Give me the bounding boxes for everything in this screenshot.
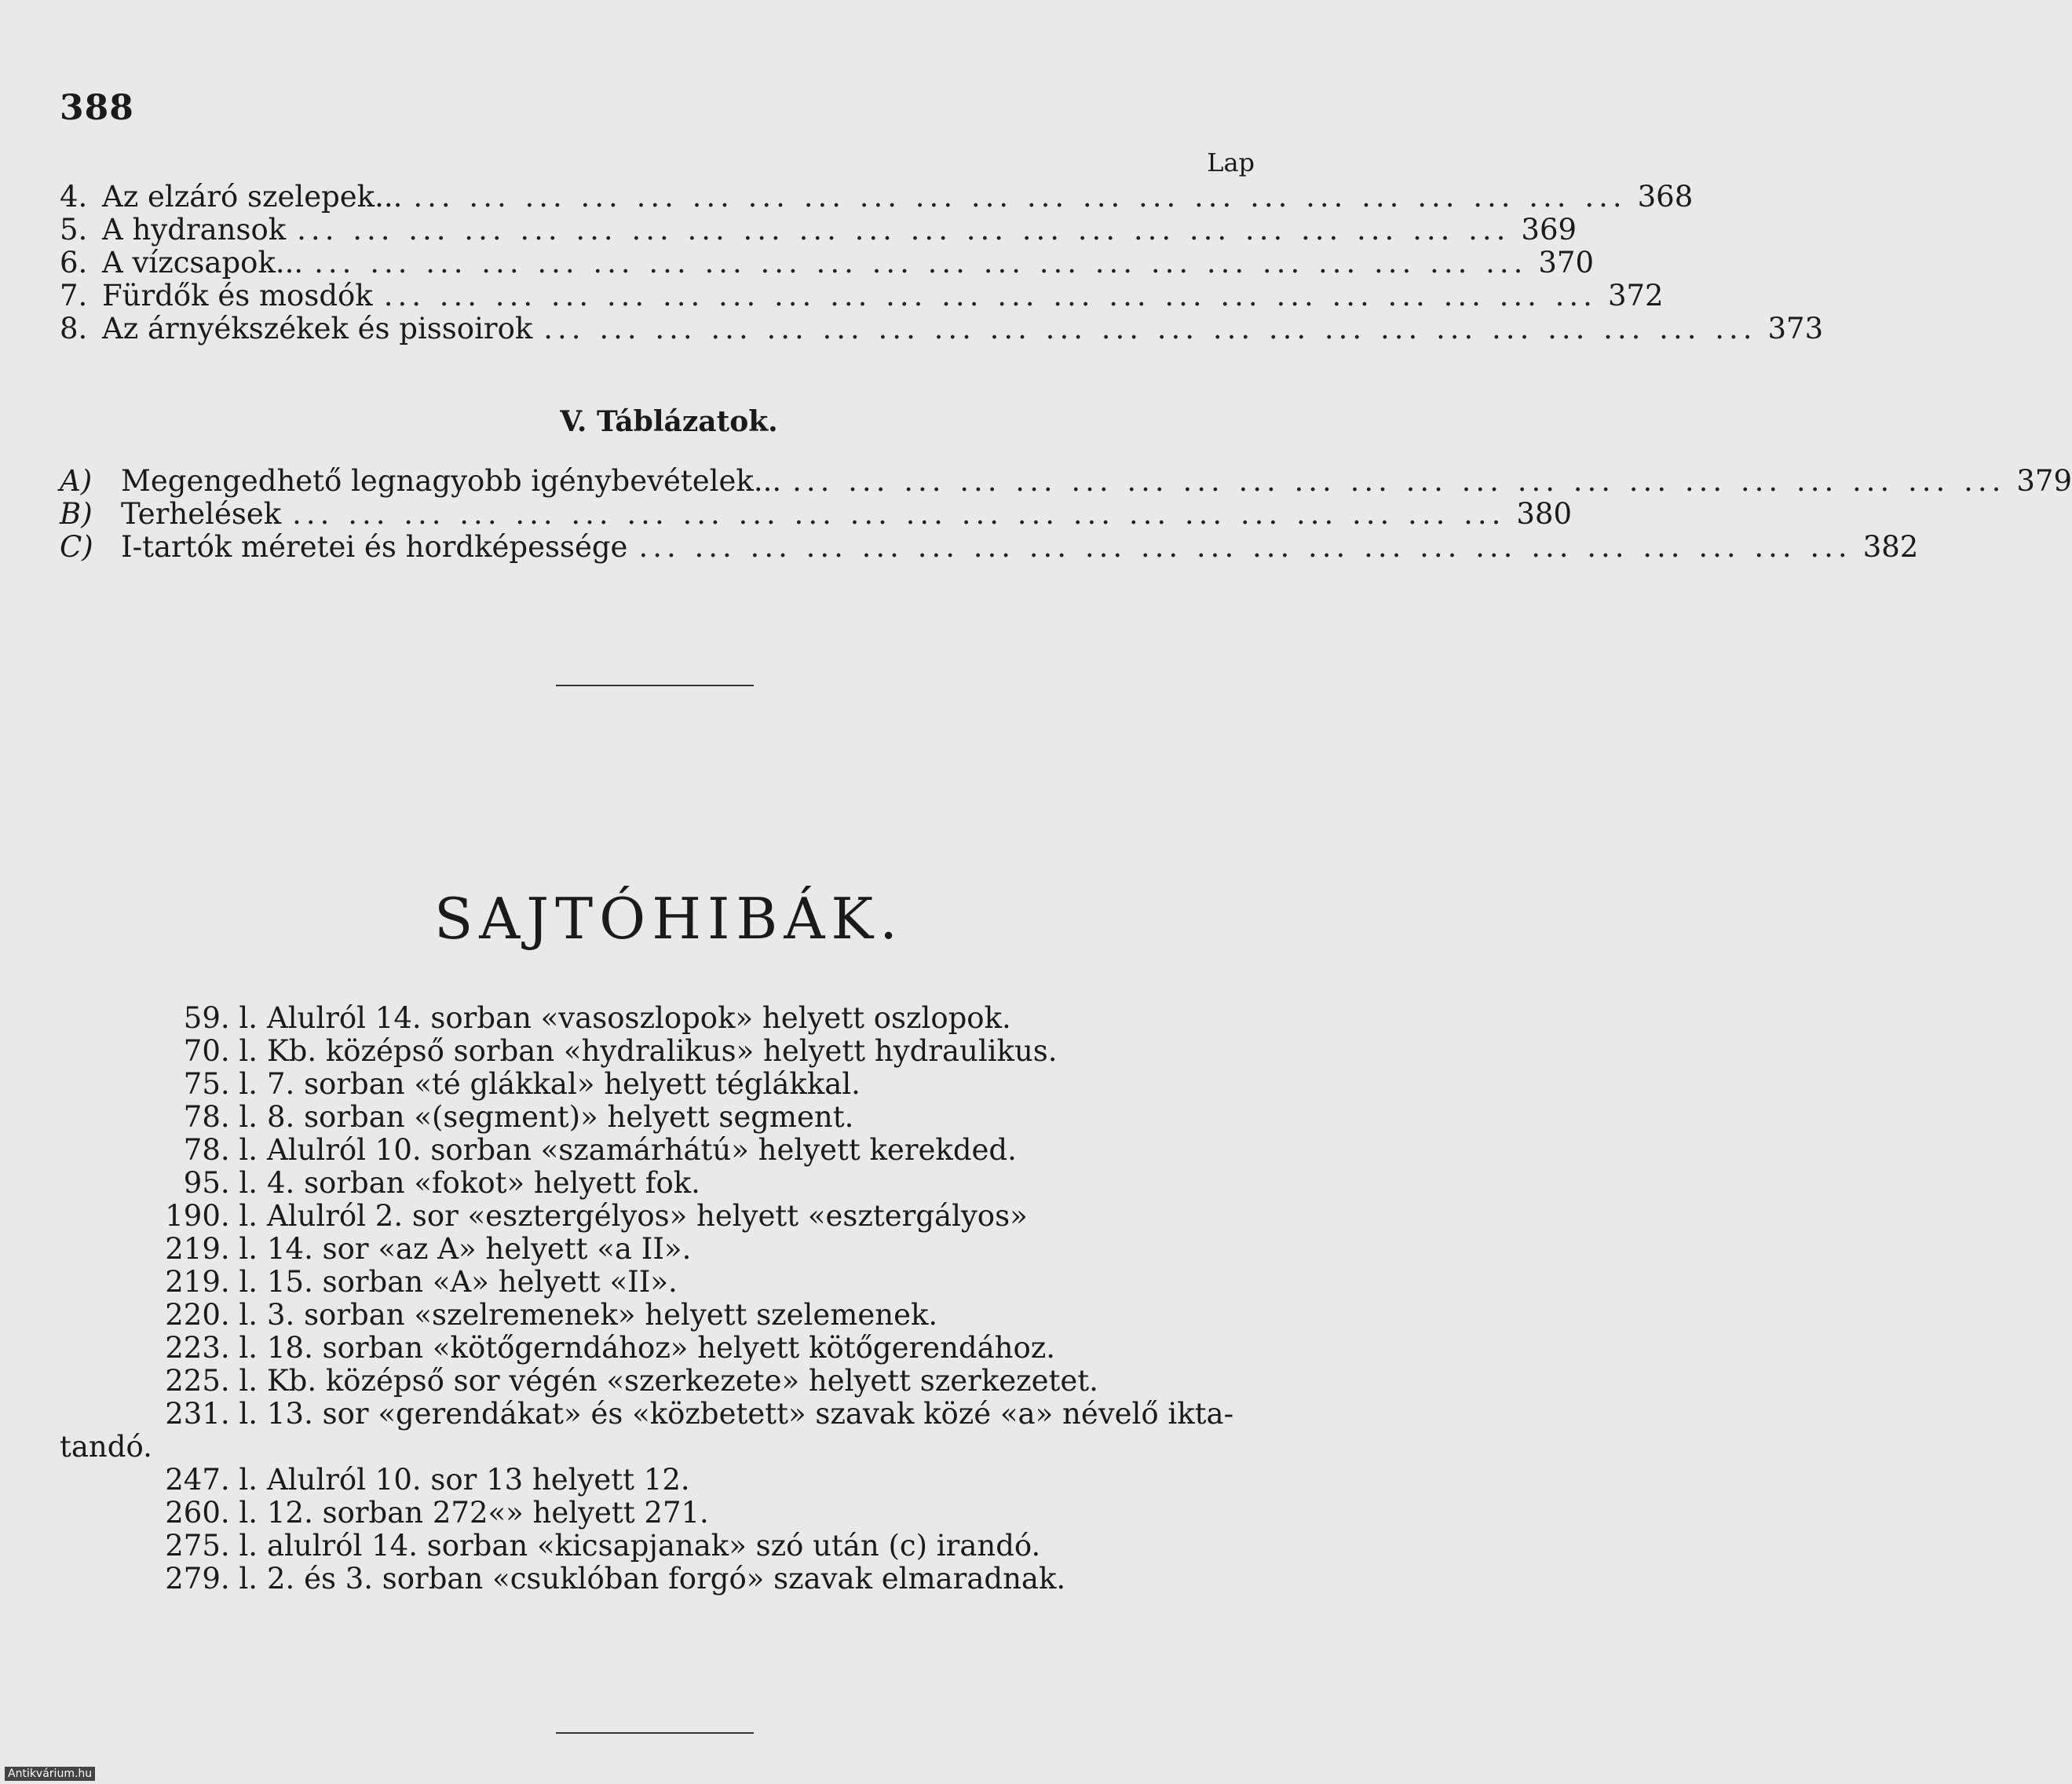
- page-number: 388: [60, 88, 134, 128]
- toc-row-number: B): [60, 497, 93, 531]
- errata-row: [60, 1101, 1277, 1134]
- errata-correction: 2. és 3. sorban «csuklóban forgó» szavak elmaradnak.: [267, 1562, 1066, 1596]
- toc-row-number: 7.: [60, 279, 88, 313]
- toc-row-number: 5.: [60, 213, 88, 247]
- toc-row-number: 4.: [60, 180, 88, 214]
- toc-row-number: 6.: [60, 246, 88, 280]
- errata-page-ref: 247. l.: [165, 1463, 258, 1497]
- errata-row: [60, 1266, 1277, 1299]
- errata-correction: 14. sor «az A» helyett «a II».: [267, 1232, 692, 1266]
- toc-list: [60, 180, 1824, 345]
- errata-correction: Alulról 10. sor 13 helyett 12.: [267, 1463, 690, 1497]
- toc-row-page: 368: [1637, 180, 1694, 214]
- errata-correction: 7. sorban «té glákkal» helyett téglákkal.: [267, 1067, 861, 1101]
- lap-column-label: Lap: [1207, 148, 1255, 177]
- errata-correction: Alulról 2. sor «esztergélyos» helyett «esztergályos»: [267, 1199, 1028, 1233]
- divider-rule: [556, 685, 754, 686]
- errata-row: [60, 1035, 1277, 1068]
- errata-page-ref: 190. l.: [165, 1199, 258, 1233]
- tables-list: [60, 464, 2072, 564]
- errata-correction: 12. sorban 272«» helyett 271.: [267, 1496, 709, 1530]
- toc-row: [60, 497, 1573, 531]
- errata-page-ref: 75. l.: [183, 1067, 258, 1101]
- toc-leader-dots: ... ... ... ... ... ... ... ... ... ... ... ... ... ... ... ... ... ... ... ... ... ...: [413, 180, 1627, 214]
- toc-row-page: 382: [1862, 530, 1919, 564]
- errata-row: [60, 1398, 1277, 1431]
- errata-row: [60, 1134, 1277, 1167]
- errata-correction: Kb. középső sor végén «szerkezete» helyett szerkezetet.: [267, 1364, 1098, 1398]
- errata-page-ref: 59. l.: [183, 1001, 258, 1035]
- toc-leader-dots: ... ... ... ... ... ... ... ... ... ... ... ... ... ... ... ... ... ... ... ... ... ...: [543, 312, 1757, 345]
- errata-correction: Alulról 14. sorban «vasoszlopok» helyett oszlopok.: [267, 1001, 1011, 1035]
- toc-row-page: 370: [1538, 246, 1595, 280]
- errata-correction: 8. sorban «(segment)» helyett segment.: [267, 1100, 854, 1134]
- toc-row-page: 379: [2016, 464, 2072, 498]
- toc-row-title: Terhelések: [121, 497, 282, 531]
- errata-row: [60, 1200, 1277, 1233]
- errata-correction: 15. sorban «A» helyett «II».: [267, 1265, 678, 1299]
- errata-row: [60, 1497, 1277, 1530]
- errata-row: [60, 1167, 1277, 1200]
- watermark: Antikvárium.hu: [5, 1767, 95, 1781]
- toc-row-number: 8.: [60, 312, 88, 345]
- toc-leader-dots: ... ... ... ... ... ... ... ... ... ... ... ... ... ... ... ... ... ... ... ... ... ...: [297, 213, 1511, 247]
- errata-correction: Alulról 10. sorban «szamárhátú» helyett kerekded.: [267, 1133, 1017, 1167]
- errata-page-ref: 225. l.: [165, 1364, 258, 1398]
- errata-page-ref: 219. l.: [165, 1232, 258, 1266]
- errata-correction: Kb. középső sorban «hydralikus» helyett hydraulikus.: [267, 1034, 1058, 1068]
- errata-row-continuation: tandó.: [60, 1430, 152, 1464]
- errata-correction: 3. sorban «szelremenek» helyett szelemenek.: [267, 1298, 938, 1332]
- toc-row: [60, 180, 1694, 214]
- errata-page-ref: 275. l.: [165, 1529, 258, 1563]
- errata-page-ref: 78. l.: [183, 1100, 258, 1134]
- errata-title: SAJTÓHIBÁK.: [433, 886, 904, 952]
- errata-row: [60, 1563, 1277, 1596]
- toc-leader-dots: ... ... ... ... ... ... ... ... ... ... ... ... ... ... ... ... ... ... ... ... ... ...: [292, 497, 1506, 531]
- errata-row: [60, 1365, 1277, 1398]
- errata-row: [60, 1002, 1277, 1035]
- toc-leader-dots: ... ... ... ... ... ... ... ... ... ... ... ... ... ... ... ... ... ... ... ... ... ...: [792, 464, 2006, 498]
- errata-page-ref: 231. l.: [165, 1397, 258, 1431]
- toc-row-page: 369: [1521, 213, 1577, 247]
- errata-correction: 13. sor «gerendákat» és «közbetett» szavak közé «a» névelő ikta-: [267, 1397, 1234, 1431]
- errata-row: [60, 1464, 1277, 1497]
- errata-row: [60, 1332, 1277, 1365]
- toc-row-number: C): [60, 530, 93, 564]
- errata-list: [60, 1002, 1277, 1596]
- toc-row: [60, 279, 1664, 313]
- errata-row: [60, 1530, 1277, 1563]
- errata-page-ref: 220. l.: [165, 1298, 258, 1332]
- toc-leader-dots: ... ... ... ... ... ... ... ... ... ... ... ... ... ... ... ... ... ... ... ... ... ...: [314, 246, 1528, 280]
- toc-row-title: Megengedhető legnagyobb igénybevételek...: [121, 464, 782, 498]
- toc-row-title: A hydransok: [102, 213, 287, 247]
- errata-page-ref: 78. l.: [183, 1133, 258, 1167]
- toc-row: [60, 312, 1824, 345]
- errata-correction: 18. sorban «kötőgerndához» helyett kötőgerendához.: [267, 1331, 1056, 1365]
- errata-page-ref: 279. l.: [165, 1562, 258, 1596]
- divider-rule-bottom: [556, 1732, 754, 1734]
- errata-page-ref: 223. l.: [165, 1331, 258, 1365]
- errata-correction: 4. sorban «fokot» helyett fok.: [267, 1166, 700, 1200]
- toc-row-title: Az árnyékszékek és pissoirok: [102, 312, 533, 345]
- toc-row-title: A vízcsapok...: [102, 246, 304, 280]
- toc-row: [60, 464, 2072, 498]
- toc-leader-dots: ... ... ... ... ... ... ... ... ... ... ... ... ... ... ... ... ... ... ... ... ... ...: [383, 279, 1597, 313]
- toc-row: [60, 246, 1595, 280]
- toc-row-title: I-tartók méretei és hordképessége: [121, 530, 628, 564]
- errata-row: [60, 1068, 1277, 1101]
- errata-page-ref: 95. l.: [183, 1166, 258, 1200]
- toc-row-number: A): [60, 464, 93, 498]
- toc-row-title: Fürdők és mosdók: [102, 279, 373, 313]
- toc-row-page: 372: [1607, 279, 1664, 313]
- errata-row: [60, 1233, 1277, 1266]
- toc-row: [60, 530, 1919, 564]
- toc-row: [60, 213, 1577, 247]
- toc-row-page: 380: [1516, 497, 1573, 531]
- errata-correction: alulról 14. sorban «kicsapjanak» szó után (c) irandó.: [267, 1529, 1041, 1563]
- errata-page-ref: 70. l.: [183, 1034, 258, 1068]
- toc-row-page: 373: [1767, 312, 1824, 345]
- section-heading: V. Táblázatok.: [560, 405, 778, 438]
- errata-row: [60, 1299, 1277, 1332]
- toc-row-title: Az elzáró szelepek...: [102, 180, 403, 214]
- errata-page-ref: 219. l.: [165, 1265, 258, 1299]
- errata-page-ref: 260. l.: [165, 1496, 258, 1530]
- toc-leader-dots: ... ... ... ... ... ... ... ... ... ... ... ... ... ... ... ... ... ... ... ... ... ...: [638, 530, 1852, 564]
